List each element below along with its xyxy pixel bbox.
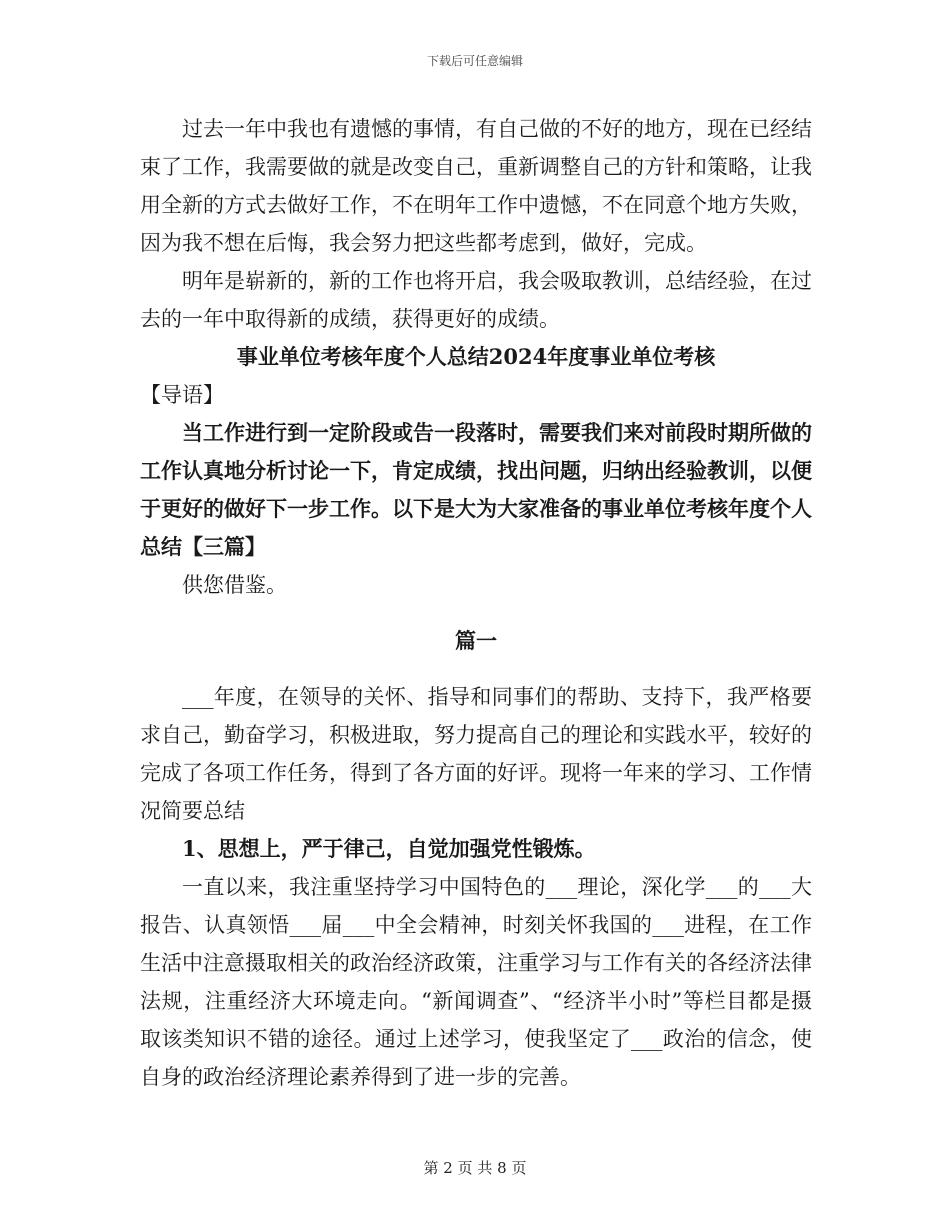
document-title: 事业单位考核年度个人总结2024年度事业单位考核 [236,344,716,369]
paragraph: 一直以来，我注重坚持学习中国特色的___理论，深化学___的___大报告、认真领悟___届___中全会精神，时刻关怀我国的___进程，在工作生活中注意摄取相关的政治经济政策，注重学习与工作有关的各经济法律法规，注重经济大环境走向。“新闻调查”、“经济半小时”等栏目都是摄取该类知识不错的途径。通过上述学习，使我坚定了___政治的信念，使自身的政治经济理论素养得到了进一步的完善。 [140,875,812,1089]
section-title: 篇一 [455,628,497,653]
page-header: 下载后可任意编辑 [426,54,523,68]
guide-label: 【导语】 [140,383,224,407]
paragraph: 过去一年中我也有遗憾的事情，有自己做的不好的地方，现在已经结束了工作，我需要做的就是改变自己，重新调整自己的方针和策略，让我用全新的方式去做好工作，不在明年工作中遗憾，不在同意个地方失败，因为我不想在后悔，我会努力把这些都考虑到，做好，完成。 [140,117,812,255]
section-heading: 1、思想上，严于律己，自觉加强党性锻炼。 [182,836,596,861]
reference-note: 供您借鉴。 [182,573,287,597]
document-body [140,110,812,1096]
paragraph: 明年是崭新的，新的工作也将开启，我会吸取教训，总结经验，在过去的一年中取得新的成绩，获得更好的成绩。 [140,269,812,331]
page-number: 第 2 页 共 8 页 [423,1159,527,1177]
paragraph: ___年度，在领导的关怀、指导和同事们的帮助、支持下，我严格要求自己，勤奋学习，积极进取，努力提高自己的理论和实践水平，较好的完成了各项工作任务，得到了各方面的好评。现将一年来的学习、工作情况简要总结 [140,685,812,823]
guide-body: 当工作进行到一定阶段或告一段落时，需要我们来对前段时期所做的工作认真地分析讨论一下，肯定成绩，找出问题，归纳出经验教训，以便于更好的做好下一步工作。以下是大为大家准备的事业单位考核年度个人总结【三篇】 [140,420,812,559]
